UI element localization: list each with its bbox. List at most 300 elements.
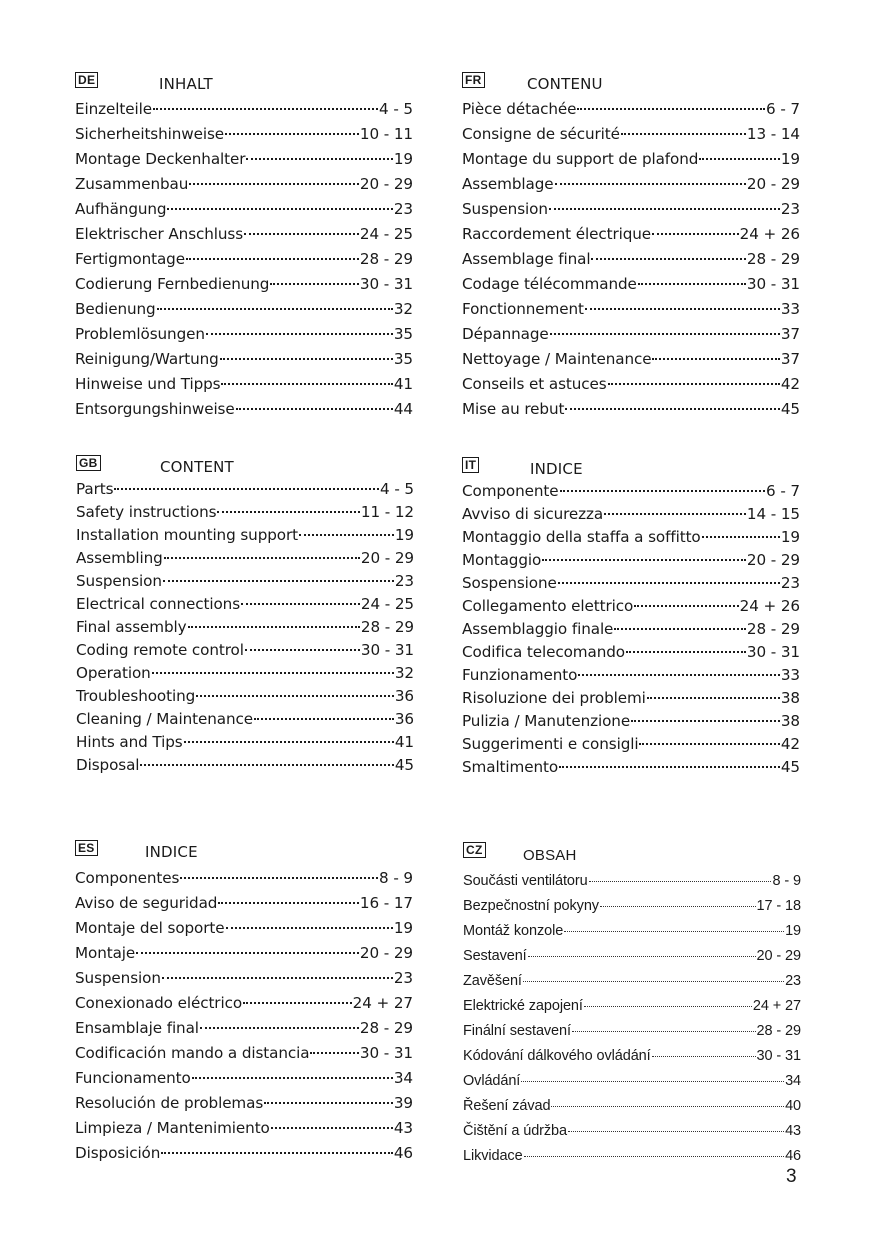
section-header	[462, 455, 800, 479]
toc-entry-pages: 23	[785, 973, 801, 989]
page-number: 3	[786, 1166, 797, 1187]
toc-entry-pages: 13 - 14	[746, 125, 800, 143]
toc-entry-pages: 46	[785, 1148, 801, 1164]
toc-entry-label: Coding remote control	[76, 641, 244, 659]
toc-entry-pages: 14 - 15	[746, 505, 800, 523]
toc-entry	[75, 1091, 413, 1116]
toc-entry-pages: 10 - 11	[359, 125, 413, 143]
toc-entry	[462, 664, 800, 687]
toc-entry-pages: 24 - 25	[360, 595, 414, 613]
toc-entry	[463, 869, 801, 894]
toc-entry-label: Dépannage	[462, 325, 549, 343]
dot-leader	[521, 1081, 784, 1082]
toc-entry-pages: 34	[785, 1073, 801, 1089]
toc-section-it	[462, 455, 800, 778]
toc-entry	[76, 639, 414, 662]
toc-entry-label: Suspension	[75, 969, 161, 987]
toc-section-cz	[463, 840, 801, 1164]
dot-leader	[564, 931, 784, 932]
toc-entry	[462, 572, 800, 595]
toc-entry-pages: 19	[785, 923, 801, 939]
toc-entry-label: Installation mounting support	[76, 526, 298, 544]
dot-leader	[572, 1031, 756, 1032]
toc-entry-pages: 45	[780, 758, 800, 776]
toc-entry-pages: 30 - 31	[359, 275, 413, 293]
toc-entries	[462, 97, 800, 422]
toc-entry	[462, 247, 800, 272]
toc-entry	[463, 944, 801, 969]
dot-leader	[626, 651, 746, 653]
toc-entries	[75, 866, 413, 1166]
toc-entry	[462, 595, 800, 618]
section-title: CONTENT	[160, 458, 234, 476]
toc-entry-pages: 30 - 31	[360, 641, 414, 659]
dot-leader	[542, 559, 746, 561]
toc-entry	[462, 97, 800, 122]
toc-entry-label: Finální sestavení	[463, 1023, 571, 1039]
toc-entry	[76, 754, 414, 777]
dot-leader	[218, 902, 359, 904]
toc-entry-pages: 45	[780, 400, 800, 418]
dot-leader	[157, 308, 393, 310]
toc-entry-label: Pulizia / Manutenzione	[462, 712, 631, 730]
toc-entry-pages: 38	[780, 689, 800, 707]
toc-entry-label: Kódování dálkového ovládání	[463, 1048, 651, 1064]
toc-entry-label: Funcionamento	[75, 1069, 191, 1087]
toc-entry	[75, 147, 413, 172]
dot-leader	[652, 358, 779, 360]
toc-entry	[75, 272, 413, 297]
toc-entry	[75, 222, 413, 247]
toc-entry-label: Zusammenbau	[75, 175, 189, 193]
toc-entry-pages: 33	[780, 666, 800, 684]
toc-entry	[462, 372, 800, 397]
dot-leader	[591, 258, 745, 260]
toc-entry-label: Troubleshooting	[76, 687, 196, 705]
toc-entry-label: Parts	[76, 480, 114, 498]
toc-entry-pages: 19	[394, 526, 414, 544]
toc-entry	[75, 297, 413, 322]
dot-leader	[523, 981, 784, 982]
dot-leader	[555, 183, 746, 185]
toc-entry	[462, 347, 800, 372]
toc-entry	[75, 322, 413, 347]
toc-entry-pages: 19	[393, 919, 413, 937]
dot-leader	[196, 695, 394, 697]
toc-entry-label: Elektrischer Anschluss	[75, 225, 244, 243]
toc-entry	[462, 618, 800, 641]
toc-entry-label: Cleaning / Maintenance	[76, 710, 253, 728]
toc-entry-label: Řešení závad	[463, 1098, 551, 1114]
dot-leader	[699, 158, 780, 160]
dot-leader	[225, 133, 359, 135]
toc-entry-label: Disposición	[75, 1144, 161, 1162]
toc-entry-label: Nettoyage / Maintenance	[462, 350, 652, 368]
dot-leader	[221, 383, 392, 385]
dot-leader	[244, 233, 359, 235]
dot-leader	[551, 1106, 784, 1107]
toc-entry	[75, 1016, 413, 1041]
toc-entry-label: Raccordement électrique	[462, 225, 652, 243]
toc-entry	[463, 894, 801, 919]
toc-entry	[463, 1094, 801, 1119]
dot-leader	[271, 1127, 393, 1129]
toc-entry-pages: 46	[393, 1144, 413, 1162]
toc-entry	[76, 616, 414, 639]
dot-leader	[608, 383, 780, 385]
toc-entry	[462, 480, 800, 503]
toc-entry	[75, 122, 413, 147]
dot-leader	[568, 1131, 784, 1132]
toc-entry-label: Assembling	[76, 549, 163, 567]
toc-entry-label: Codificación mando a distancia	[75, 1044, 310, 1062]
toc-entry-label: Ensamblaje final	[75, 1019, 199, 1037]
dot-leader	[184, 741, 394, 743]
toc-entry-label: Ovládání	[463, 1073, 521, 1089]
toc-entry	[463, 994, 801, 1019]
toc-entry-label: Consigne de sécurité	[462, 125, 620, 143]
language-code-badge: DE	[75, 72, 98, 88]
toc-entry-label: Čištění a údržba	[463, 1123, 567, 1139]
toc-entry-label: Entsorgungshinweise	[75, 400, 235, 418]
dot-leader	[560, 490, 766, 492]
toc-entry	[462, 397, 800, 422]
toc-entry-label: Likvidace	[463, 1148, 523, 1164]
toc-entry	[76, 547, 414, 570]
toc-entry-pages: 28 - 29	[360, 618, 414, 636]
toc-entry-pages: 35	[393, 350, 413, 368]
dot-leader	[634, 605, 738, 607]
language-code-badge: FR	[462, 72, 485, 88]
toc-entry-label: Aviso de seguridad	[75, 894, 218, 912]
toc-entry-pages: 39	[393, 1094, 413, 1112]
toc-entry-label: Fertigmontage	[75, 250, 185, 268]
toc-entry-pages: 30 - 31	[756, 1048, 801, 1064]
dot-leader	[264, 1102, 393, 1104]
toc-entry-label: Final assembly	[76, 618, 187, 636]
dot-leader	[220, 358, 393, 360]
toc-entry-pages: 24 - 25	[359, 225, 413, 243]
toc-entry-label: Funzionamento	[462, 666, 578, 684]
dot-leader	[153, 108, 378, 110]
toc-entry-pages: 43	[393, 1119, 413, 1137]
toc-entry-label: Disposal	[76, 756, 140, 774]
toc-entry	[462, 222, 800, 247]
dot-leader	[585, 308, 780, 310]
section-header	[75, 838, 413, 862]
toc-entry	[463, 919, 801, 944]
toc-section-es	[75, 838, 413, 1162]
toc-entry-label: Sestavení	[463, 948, 527, 964]
toc-entry-label: Montaggio	[462, 551, 542, 569]
dot-leader	[246, 158, 392, 160]
toc-entry-label: Bezpečnostní pokyny	[463, 898, 599, 914]
toc-entry-pages: 45	[394, 756, 414, 774]
toc-entry-pages: 38	[780, 712, 800, 730]
toc-entry-pages: 11 - 12	[360, 503, 414, 521]
toc-entry-label: Assemblage final	[462, 250, 591, 268]
toc-entry	[462, 503, 800, 526]
toc-entry-label: Reinigung/Wartung	[75, 350, 219, 368]
toc-entry-label: Součásti ventilátoru	[463, 873, 588, 889]
dot-leader	[236, 408, 393, 410]
toc-entry-pages: 23	[393, 969, 413, 987]
toc-entry	[75, 397, 413, 422]
toc-entry-label: Hints and Tips	[76, 733, 183, 751]
toc-entry-pages: 33	[780, 300, 800, 318]
toc-entry	[462, 272, 800, 297]
toc-entry-label: Operation	[76, 664, 151, 682]
toc-entry-label: Safety instructions	[76, 503, 217, 521]
toc-entry-label: Assemblaggio finale	[462, 620, 614, 638]
toc-entry-label: Avviso di sicurezza	[462, 505, 604, 523]
toc-entry-label: Componentes	[75, 869, 180, 887]
toc-entry-label: Collegamento elettrico	[462, 597, 634, 615]
dot-leader	[136, 952, 359, 954]
toc-entries	[462, 480, 800, 779]
language-code-badge: GB	[76, 455, 101, 471]
dot-leader	[243, 1002, 352, 1004]
dot-leader	[600, 906, 756, 907]
toc-entry	[75, 347, 413, 372]
dot-leader	[638, 283, 746, 285]
dot-leader	[152, 672, 394, 674]
toc-entry-pages: 24 + 27	[352, 994, 413, 1012]
dot-leader	[584, 1006, 752, 1007]
toc-entry-label: Montaje	[75, 944, 136, 962]
toc-entry-pages: 19	[393, 150, 413, 168]
dot-leader	[217, 511, 359, 513]
toc-entry	[462, 733, 800, 756]
toc-entry-pages: 28 - 29	[359, 1019, 413, 1037]
toc-entry	[462, 297, 800, 322]
toc-entry	[462, 549, 800, 572]
toc-entry-pages: 19	[780, 150, 800, 168]
section-header	[75, 70, 413, 94]
toc-entry	[75, 1116, 413, 1141]
toc-entry-pages: 24 + 26	[739, 225, 800, 243]
toc-entries	[76, 478, 414, 777]
toc-entry-label: Suspension	[76, 572, 162, 590]
toc-entry	[75, 1141, 413, 1166]
dot-leader	[702, 536, 780, 538]
toc-entry-pages: 36	[394, 687, 414, 705]
dot-leader	[577, 108, 765, 110]
toc-entry	[75, 991, 413, 1016]
toc-entry	[463, 969, 801, 994]
toc-entry-label: Resolución de problemas	[75, 1094, 264, 1112]
toc-entry-pages: 42	[780, 735, 800, 753]
toc-entry-pages: 32	[394, 664, 414, 682]
toc-entry-label: Hinweise und Tipps	[75, 375, 221, 393]
toc-entries	[463, 869, 801, 1169]
dot-leader	[270, 283, 359, 285]
toc-entry-label: Codierung Fernbedienung	[75, 275, 270, 293]
toc-entry-pages: 19	[780, 528, 800, 546]
toc-entry-label: Electrical connections	[76, 595, 241, 613]
toc-entry	[75, 866, 413, 891]
toc-entry	[463, 1144, 801, 1169]
language-code-badge: IT	[462, 457, 479, 473]
toc-entry-pages: 43	[785, 1123, 801, 1139]
toc-entry-label: Montaggio della staffa a soffitto	[462, 528, 701, 546]
toc-entry-pages: 6 - 7	[766, 482, 800, 500]
toc-section-de	[75, 70, 413, 419]
toc-entry-pages: 28 - 29	[746, 250, 800, 268]
toc-entry-pages: 42	[780, 375, 800, 393]
toc-entry-label: Sicherheitshinweise	[75, 125, 225, 143]
toc-entry	[75, 172, 413, 197]
dot-leader	[163, 580, 394, 582]
toc-entry	[462, 641, 800, 664]
section-title: OBSAH	[523, 847, 577, 864]
dot-leader	[188, 626, 360, 628]
toc-entry-label: Risoluzione dei problemi	[462, 689, 646, 707]
toc-entry-pages: 44	[393, 400, 413, 418]
language-code-badge: ES	[75, 840, 98, 856]
dot-leader	[604, 513, 746, 515]
toc-entry-pages: 8 - 9	[772, 873, 801, 889]
dot-leader	[310, 1052, 358, 1054]
toc-entry-pages: 35	[393, 325, 413, 343]
toc-entry-pages: 4 - 5	[380, 480, 414, 498]
dot-leader	[241, 603, 360, 605]
toc-entry	[75, 1041, 413, 1066]
toc-entry	[462, 172, 800, 197]
toc-entry-pages: 28 - 29	[756, 1023, 801, 1039]
dot-leader	[652, 1056, 756, 1057]
dot-leader	[206, 333, 393, 335]
section-header	[462, 70, 800, 94]
toc-entry-pages: 20 - 29	[746, 551, 800, 569]
section-title: INHALT	[159, 75, 213, 93]
toc-entry	[75, 916, 413, 941]
toc-entry-pages: 20 - 29	[360, 549, 414, 567]
dot-leader	[192, 1077, 393, 1079]
toc-entry-label: Sospensione	[462, 574, 557, 592]
dot-leader	[180, 877, 378, 879]
dot-leader	[578, 674, 780, 676]
toc-entry	[76, 524, 414, 547]
dot-leader	[528, 956, 756, 957]
toc-entry-label: Montage du support de plafond	[462, 150, 699, 168]
toc-entry-pages: 28 - 29	[359, 250, 413, 268]
dot-leader	[558, 582, 780, 584]
toc-entry	[76, 593, 414, 616]
toc-entry-label: Montaje del soporte	[75, 919, 225, 937]
toc-entry	[75, 197, 413, 222]
dot-leader	[161, 1152, 393, 1154]
toc-entry	[462, 526, 800, 549]
toc-entry-label: Codifica telecomando	[462, 643, 625, 661]
toc-entry	[462, 122, 800, 147]
dot-leader	[226, 927, 393, 929]
toc-entry-pages: 16 - 17	[359, 894, 413, 912]
toc-entry-pages: 34	[393, 1069, 413, 1087]
toc-entry	[462, 756, 800, 779]
toc-entry-pages: 8 - 9	[379, 869, 413, 887]
toc-entry-pages: 30 - 31	[746, 643, 800, 661]
toc-entry	[462, 197, 800, 222]
toc-entry-pages: 24 + 27	[752, 998, 801, 1014]
toc-entry	[75, 97, 413, 122]
toc-entry	[76, 731, 414, 754]
section-title: CONTENU	[527, 75, 603, 93]
dot-leader	[549, 208, 780, 210]
dot-leader	[614, 628, 746, 630]
toc-entry-pages: 30 - 31	[359, 1044, 413, 1062]
dot-leader	[114, 488, 379, 490]
toc-entry	[76, 478, 414, 501]
toc-entry-label: Limpieza / Mantenimiento	[75, 1119, 270, 1137]
dot-leader	[631, 720, 780, 722]
toc-entry	[75, 1066, 413, 1091]
toc-entry	[76, 685, 414, 708]
toc-entry	[463, 1069, 801, 1094]
toc-entry	[75, 941, 413, 966]
toc-entry-label: Einzelteile	[75, 100, 152, 118]
toc-entry	[462, 710, 800, 733]
toc-entry	[463, 1119, 801, 1144]
toc-entry-label: Elektrické zapojení	[463, 998, 583, 1014]
toc-entry-pages: 23	[394, 572, 414, 590]
toc-entry-label: Zavěšení	[463, 973, 522, 989]
dot-leader	[652, 233, 739, 235]
toc-entry-label: Aufhängung	[75, 200, 167, 218]
toc-entry-pages: 40	[785, 1098, 801, 1114]
toc-section-gb	[76, 453, 414, 776]
toc-entry	[75, 966, 413, 991]
section-title: INDICE	[145, 843, 198, 861]
dot-leader	[647, 697, 780, 699]
toc-entry-pages: 20 - 29	[756, 948, 801, 964]
toc-entry-label: Componente	[462, 482, 559, 500]
toc-entry-pages: 28 - 29	[746, 620, 800, 638]
toc-entry-pages: 4 - 5	[379, 100, 413, 118]
toc-entries	[75, 97, 413, 422]
toc-entry	[462, 687, 800, 710]
toc-entry-label: Pièce détachée	[462, 100, 577, 118]
section-header	[76, 453, 414, 477]
toc-entry-label: Suggerimenti e consigli	[462, 735, 639, 753]
toc-entry-pages: 37	[780, 325, 800, 343]
toc-entry-pages: 6 - 7	[766, 100, 800, 118]
toc-entry	[75, 891, 413, 916]
dot-leader	[254, 718, 394, 720]
toc-entry-label: Fonctionnement	[462, 300, 584, 318]
section-title: INDICE	[530, 460, 583, 478]
dot-leader	[565, 408, 780, 410]
toc-entry	[76, 662, 414, 685]
toc-entry-label: Montage Deckenhalter	[75, 150, 246, 168]
toc-entry-label: Mise au rebut	[462, 400, 565, 418]
dot-leader	[550, 333, 780, 335]
toc-entry-label: Codage télécommande	[462, 275, 637, 293]
toc-entry-pages: 20 - 29	[746, 175, 800, 193]
dot-leader	[140, 764, 393, 766]
dot-leader	[167, 208, 392, 210]
dot-leader	[245, 649, 360, 651]
toc-entry-label: Problemlösungen	[75, 325, 205, 343]
toc-entry-label: Suspension	[462, 200, 548, 218]
toc-section-fr	[462, 70, 800, 419]
dot-leader	[524, 1156, 785, 1157]
toc-entry	[463, 1044, 801, 1069]
toc-entry-pages: 23	[393, 200, 413, 218]
dot-leader	[200, 1027, 359, 1029]
toc-entry-label: Smaltimento	[462, 758, 559, 776]
toc-entry	[462, 322, 800, 347]
